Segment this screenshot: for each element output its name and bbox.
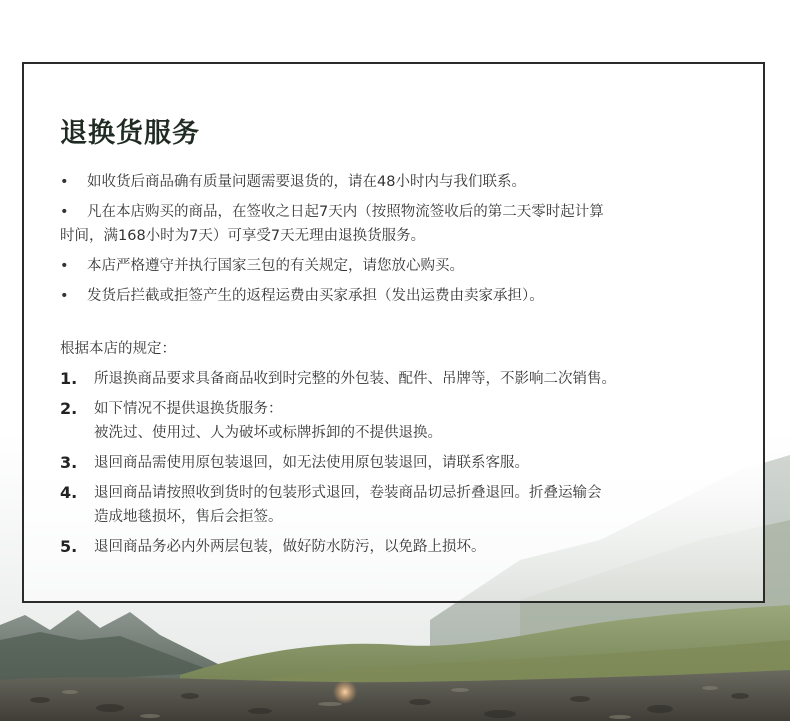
rules-heading: 根据本店的规定： [60, 341, 176, 357]
policy-bullet-item [60, 254, 750, 278]
policy-bullet-item [60, 284, 750, 308]
rule-number: 4. [60, 483, 78, 502]
rule-item [60, 481, 750, 529]
rule-number: 1. [60, 369, 78, 388]
rule-text: 如下情况不提供退换货服务： [94, 401, 283, 417]
bullet-text: 本店严格遵守并执行国家三包的有关规定，请您放心购买。 [87, 258, 464, 274]
rule-text-continued: 造成地毯损坏，售后会拒签。 [94, 509, 283, 525]
rule-item [60, 397, 750, 445]
return-policy-card [22, 62, 765, 603]
rule-number: 5. [60, 537, 78, 556]
bullet-text: 发货后拦截或拒签产生的返程运费由买家承担（发出运费由卖家承担）。 [87, 288, 544, 304]
rule-item [60, 451, 750, 475]
policy-bullet-list [60, 170, 750, 314]
rules-numbered-list [60, 367, 750, 565]
rule-text: 退回商品需使用原包装退回，如无法使用原包装退回，请联系客服。 [94, 455, 529, 471]
bullet-text: 如收货后商品确有质量问题需要退货的，请在48小时内与我们联系。 [87, 174, 526, 190]
rule-number: 2. [60, 399, 78, 418]
bullet-icon: • [60, 174, 69, 190]
rule-text-continued: 被洗过、使用过、人为破坏或标牌拆卸的不提供退换。 [94, 425, 442, 441]
rule-number: 3. [60, 453, 78, 472]
bullet-icon: • [60, 288, 69, 304]
rule-text: 退回商品务必内外两层包装，做好防水防污，以免路上损坏。 [94, 539, 486, 555]
rule-item [60, 367, 750, 391]
bullet-text-continued: 时间，满168小时为7天）可享受7天无理由退换货服务。 [60, 228, 426, 244]
policy-bullet-item [60, 200, 750, 248]
rule-text: 退回商品请按照收到货时的包装形式退回，卷装商品切忌折叠退回。折叠运输会 [94, 485, 602, 501]
bullet-text: 凡在本店购买的商品，在签收之日起7天内（按照物流签收后的第二天零时起计算 [87, 204, 604, 220]
section-title: 退换货服务 [60, 118, 200, 149]
rule-item [60, 535, 750, 559]
bullet-icon: • [60, 258, 69, 274]
rule-text: 所退换商品要求具备商品收到时完整的外包装、配件、吊牌等，不影响二次销售。 [94, 371, 616, 387]
policy-bullet-item [60, 170, 750, 194]
bullet-icon: • [60, 204, 69, 220]
